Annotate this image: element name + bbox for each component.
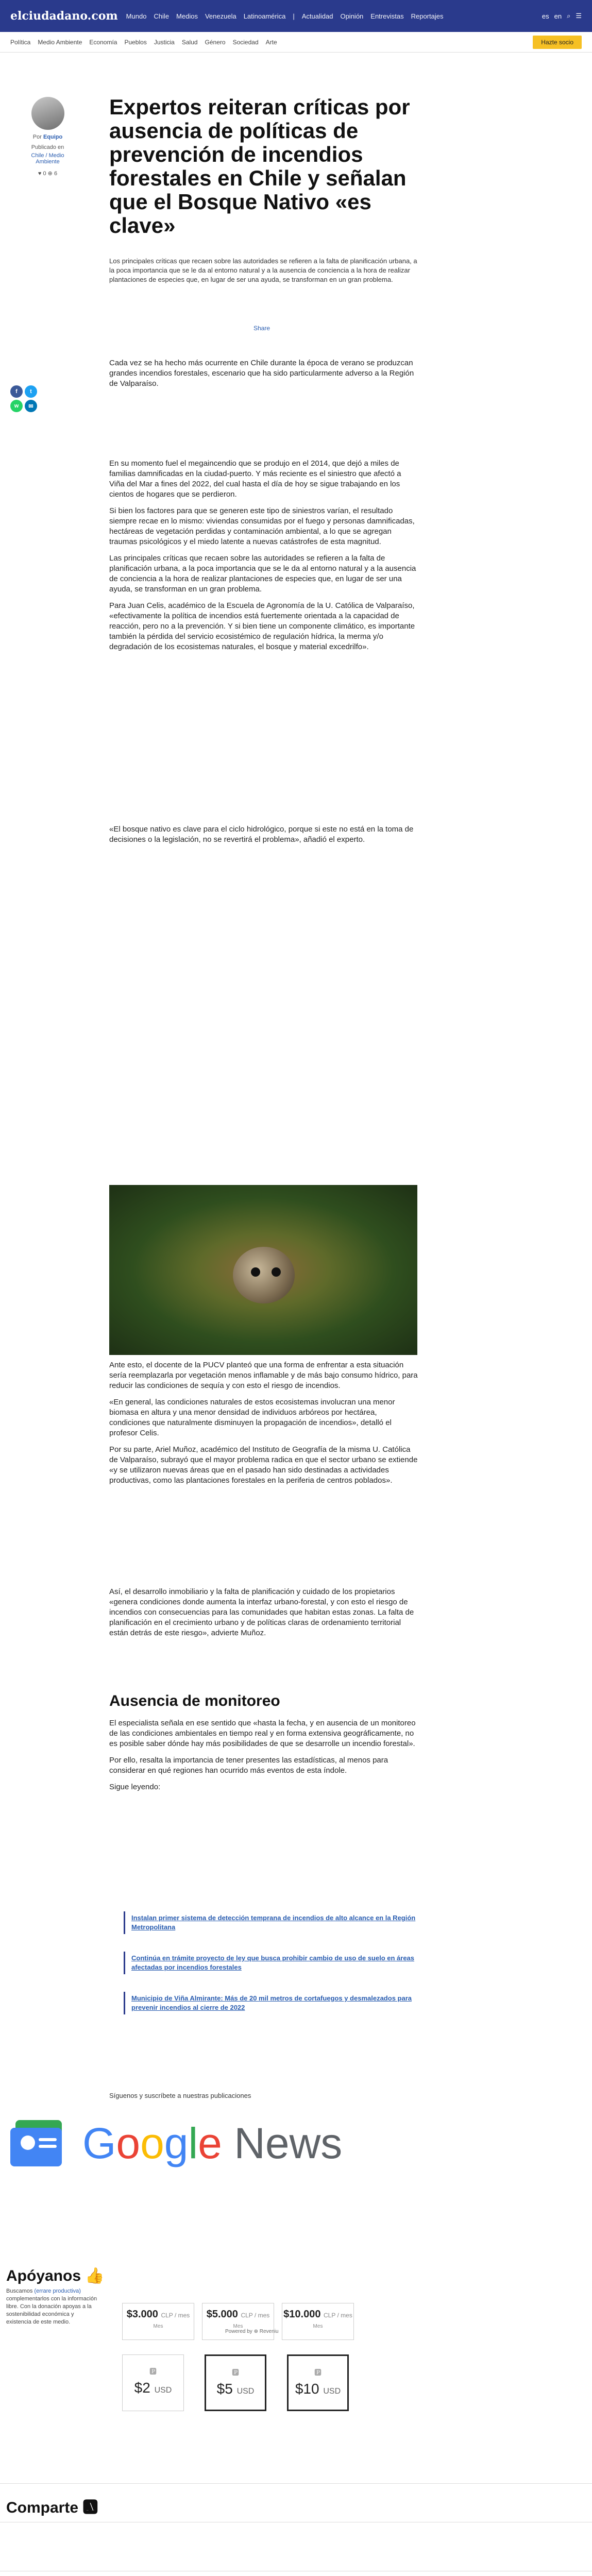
follow-text: Síguenos y suscríbete a nuestras publicaciones — [109, 2092, 251, 2099]
google-news-banner[interactable] — [10, 2107, 417, 2179]
subnav-item[interactable]: Salud — [181, 38, 198, 46]
sub-nav — [0, 32, 592, 53]
facebook-icon[interactable]: f — [10, 385, 23, 398]
powered-by: Powered by ⊕ Reveniu — [225, 2329, 279, 2334]
divider — [0, 2483, 592, 2484]
article-title: Expertos reiteran críticas por ausencia de políticas de prevención de incendios forestales en Chile y señalan que el Bosque Nativo «es clave» — [109, 95, 410, 238]
article-lead: Los principales críticas que recaen sobre las autoridades se refieren a la falta de planificación urbana, a la poca importancia que se le da al entorno natural y a la ausencia de conciencia a la hora de realizar plantaciones de especies que, en lugar de ser una ayuda, se transforman en un gran problema. — [109, 257, 417, 283]
likes-count: ♥ 0 ⊕ 6 — [38, 171, 58, 177]
donation-2-usd[interactable]: 🅿 $2 USD — [122, 2354, 184, 2411]
share-link[interactable]: Share — [253, 325, 270, 332]
subnav-item[interactable]: Justicia — [154, 38, 175, 46]
article-body-a — [109, 358, 418, 395]
article-body-f — [109, 1718, 418, 1799]
nav-item[interactable]: Entrevistas — [370, 12, 404, 20]
author-name[interactable]: Equipo — [43, 134, 63, 140]
chameleon-figure — [233, 1247, 295, 1303]
article-body-e — [109, 1587, 418, 1645]
twitter-icon[interactable]: t — [25, 385, 37, 398]
lang-en[interactable]: en — [554, 12, 562, 20]
section-heading: Ausencia de monitoreo — [109, 1692, 280, 1709]
top-right — [542, 12, 582, 20]
social-share — [10, 385, 41, 412]
nav-item[interactable]: Medios — [176, 12, 198, 20]
top-nav — [126, 12, 534, 20]
share-section-heading: Comparte 🅰 — [6, 2499, 98, 2516]
avatar — [31, 97, 64, 130]
subnav-item[interactable]: Sociedad — [232, 38, 259, 46]
subscribe-button[interactable]: Hazte socio — [533, 36, 582, 49]
monthly-plan-3000[interactable]: $3.000 CLP / mes Mes — [122, 2303, 194, 2340]
author-box — [21, 97, 75, 177]
article-photo — [109, 1185, 417, 1355]
support-widget — [6, 2267, 418, 2421]
paragraph: Por su parte, Ariel Muñoz, académico del Instituto de Geografía de la misma U. Católica de Valparaíso, subrayó que el mayor problema radica en que el sector urbano se extiende «y se utilizaron nuevas áreas que en el pasado han sido destinadas a actividades productivas, como las plantaciones forestales en la periferia de centros poblados». — [109, 1445, 418, 1485]
author-prefix: Por — [32, 134, 42, 140]
paragraph: Sigue leyendo: — [109, 1783, 161, 1791]
article-body-c — [109, 824, 418, 851]
article-body-d — [109, 1360, 418, 1492]
nav-item[interactable]: Venezuela — [205, 12, 236, 20]
monthly-plan-5000[interactable]: $5.000 CLP / mes Mes — [202, 2303, 274, 2340]
article-body-b — [109, 459, 418, 658]
nav-item[interactable]: Latinoamérica — [243, 12, 286, 20]
related-link[interactable]: Instalan primer sistema de detección temprana de incendios de alto alcance en la Región Metropolitana — [124, 1911, 420, 1934]
subnav-item[interactable]: Economía — [89, 38, 117, 46]
related-links — [124, 1911, 420, 2032]
paragraph: «El bosque nativo es clave para el ciclo hidrológico, porque si este no está en la toma de decisiones o la legislación, no se revertirá el problema», añadió el experto. — [109, 825, 414, 844]
subnav-item[interactable]: Arte — [265, 38, 277, 46]
author-section[interactable]: Chile / Medio Ambiente — [31, 152, 64, 165]
published-label: Publicado en — [31, 144, 64, 150]
paragraph: Para Juan Celis, académico de la Escuela de Agronomía de la U. Católica de Valparaíso, «efectivamente la política de incendios está fuertemente orientada a la capacidad de reacción, pero no a la prevención. Y si bien tiene un componente climático, es importante también la pérdida del servicio ecosistémico de regulación hídrica, la merma y/o degradación de los ecosistemas naturales, el bosque y material excedrilfo». — [109, 601, 415, 651]
subnav-item[interactable]: Pueblos — [124, 38, 147, 46]
paragraph: Cada vez se ha hecho más ocurrente en Chile durante la época de verano se produzcan grandes incendios forestales, escenario que ha sido particularmente adverso a la Región de Valparaíso. — [109, 359, 414, 388]
lang-es[interactable]: es — [542, 12, 549, 20]
subnav-item[interactable]: Política — [10, 38, 31, 46]
nav-item[interactable]: Mundo — [126, 12, 147, 20]
eye-right — [272, 1267, 281, 1277]
paragraph: «En general, las condiciones naturales de estos ecosistemas involucran una menor biomasa en altura y una menor densidad de individuos arbóreos por hectárea, condiciones que naturalmente disminuyen la propagación de incendios», detalló el profesor Celis. — [109, 1398, 395, 1437]
donation-10-usd[interactable]: 🅿 $10 USD — [287, 2354, 349, 2411]
email-icon[interactable]: ✉ — [25, 400, 37, 412]
google-news-wordmark: Google News — [82, 2119, 343, 2167]
whatsapp-icon[interactable]: w — [10, 400, 23, 412]
related-link[interactable]: Municipio de Viña Almirante: Más de 20 mil metros de cortafuegos y desmalezados para prevenir incendios al cierre de 2022 — [124, 1992, 420, 2014]
paragraph: Por ello, resalta la importancia de tener presentes las estadísticas, al menos para considerar en qué regiones han ocurrido más eventos de esta índole. — [109, 1756, 388, 1775]
subnav-item[interactable]: Medio Ambiente — [38, 38, 82, 46]
site-logo[interactable]: elciudadano.com — [10, 9, 118, 23]
eye-left — [251, 1267, 260, 1277]
menu-icon[interactable]: ☰ — [576, 12, 582, 20]
support-heading: Apóyanos 👍 — [6, 2267, 105, 2284]
support-note: Buscamos (errare productiva) complementarlos con la información libre. Con la donación apoyas a la sostenibilidad económica y existencia de este medio. — [6, 2288, 97, 2325]
subnav-item[interactable]: Género — [205, 38, 226, 46]
search-icon[interactable]: ⌕ — [567, 12, 571, 20]
nav-item[interactable]: Opinión — [340, 12, 364, 20]
paragraph: El especialista señala en ese sentido que «hasta la fecha, y en ausencia de un monitoreo de las condiciones ambientales en tiempo real y en forma extensiva geográficamente, no es posible saber dónde hay más posibilidades de que se desarrolle un incendio forestal». — [109, 1719, 416, 1748]
nav-item[interactable]: Actualidad — [301, 12, 333, 20]
paragraph: Así, el desarrollo inmobiliario y la falta de planificación y cuidado de los propietarios «genera condiciones donde aumenta la interfaz urbano-forestal, y con esto el riesgo de incendios con consecuencias para las comunidades que habitan estas zonas. La falta de planificación en el crecimiento urbano y de políticas claras de ordenamiento territorial están detrás de este riesgo», advierte Muñoz. — [109, 1587, 414, 1637]
paragraph: Ante esto, el docente de la PUCV planteó que una forma de enfrentar a esta situación sería reemplazarla por vegetación menos inflamable y de más bajo consumo hídrico, para reducir las condiciones de sequía y con esto el riesgo de incendios. — [109, 1361, 418, 1390]
paragraph: En su momento fuel el megaincendio que se produjo en el 2014, que dejó a miles de familias damnificadas en la ciudad-puerto. Y más reciente es el siniestro que afectó a Viña del Mar a fines del 2022, del cual hasta el día de hoy se sigue trabajando en los cientos de hogares que se perdieron. — [109, 459, 401, 499]
nav-divider: | — [293, 12, 295, 20]
paragraph: Las principales críticas que recaen sobre las autoridades se refieren a la falta de planificación urbana, a la poca importancia que se le da al entorno natural y a la ausencia de conciencia a la hora de realizar plantaciones de especies que, en lugar de ser una ayuda, se transforman en un gran problema. — [109, 554, 416, 594]
paragraph: Si bien los factores para que se generen este tipo de siniestros varían, el resultado siempre recae en lo mismo: viviendas consumidas por el fuego y personas damnificadas, hectáreas de vegetación perdidas y contaminación ambiental, a lo que se agregan traumas psicológicos y el miedo latente a nuevas catástrofes de esta magnitud. — [109, 506, 415, 546]
nav-item[interactable]: Reportajes — [411, 12, 444, 20]
monthly-plan-10000[interactable]: $10.000 CLP / mes Mes — [282, 2303, 354, 2340]
donation-5-usd[interactable]: 🅿 $5 USD — [205, 2354, 266, 2411]
related-link[interactable]: Continúa en trámite proyecto de ley que busca prohibir cambio de uso de suelo en áreas afectadas por incendios forestales — [124, 1952, 420, 1974]
nav-item[interactable]: Chile — [154, 12, 170, 20]
top-navbar — [0, 0, 592, 32]
google-news-icon — [10, 2115, 72, 2172]
